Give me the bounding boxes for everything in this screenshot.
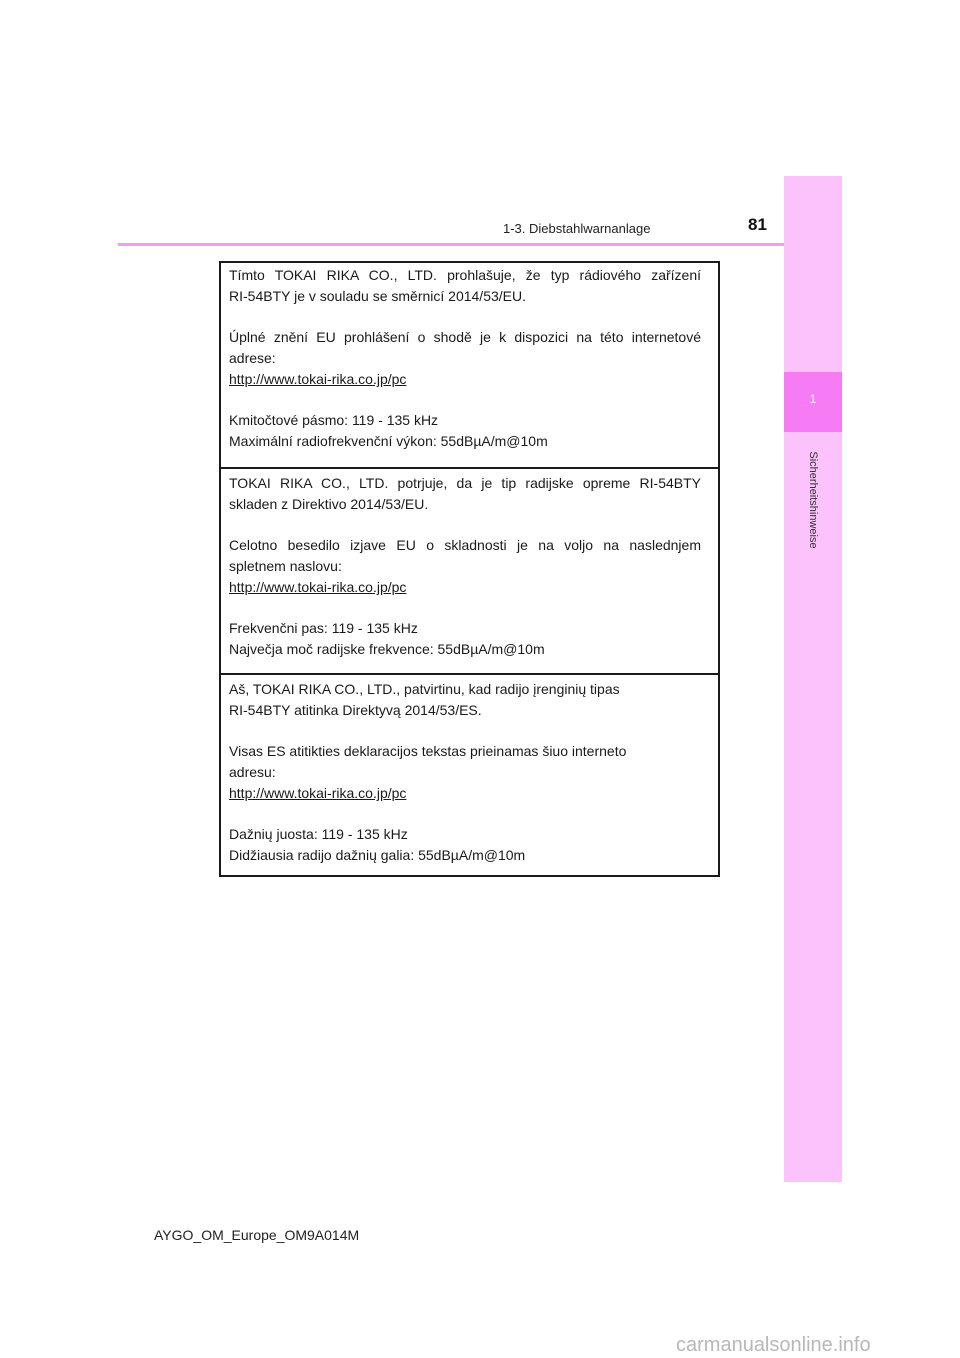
notice-text: spletnem naslovu: bbox=[229, 558, 342, 574]
notice-frequency: Frekvenčni pas: 119 - 135 kHz bbox=[229, 620, 418, 636]
notice-text: Visas ES atitikties deklaracijos tekstas prieinamas šiuo interneto bbox=[229, 743, 627, 759]
notice-text: RI-54BTY atitinka Direktyvą 2014/53/ES. bbox=[229, 702, 482, 718]
notice-text: skladen z Direktivo 2014/53/EU. bbox=[229, 496, 429, 512]
notice-url-link[interactable]: http://www.tokai-rika.co.jp/pc bbox=[229, 785, 407, 801]
header-rule bbox=[118, 243, 842, 246]
notice-section-lithuanian bbox=[221, 675, 718, 877]
notice-text: Tímto TOKAI RIKA CO., LTD. prohlašuje, že typ rádiového zařízení bbox=[229, 267, 701, 283]
notice-url-link[interactable]: http://www.tokai-rika.co.jp/pc bbox=[229, 579, 407, 595]
notice-text: Úplné znění EU prohlášení o shodě je k dispozici na této internetové bbox=[229, 329, 701, 345]
side-tab-label: Sicherheitshinweise bbox=[807, 451, 819, 549]
page-number: 81 bbox=[748, 215, 767, 234]
notice-power: Maximální radiofrekvenční výkon: 55dBµA/m@10m bbox=[229, 433, 548, 449]
watermark: carmanualsonline.info bbox=[676, 1334, 871, 1356]
page-header-section: 1-3. Diebstahlwarnanlage bbox=[503, 221, 651, 236]
notice-frequency: Dažnių juosta: 119 - 135 kHz bbox=[229, 826, 408, 842]
notice-text: TOKAI RIKA CO., LTD. potrjuje, da je tip radijske opreme RI-54BTY bbox=[229, 475, 701, 491]
notice-power: Didžiausia radijo dažnių galia: 55dBµA/m@10m bbox=[229, 847, 526, 863]
notice-frequency: Kmitočtové pásmo: 119 - 135 kHz bbox=[229, 412, 439, 428]
notice-text: RI-54BTY je v souladu se směrnicí 2014/53/EU. bbox=[229, 288, 527, 304]
notice-text: Celotno besedilo izjave EU o skladnosti je na voljo na naslednjem bbox=[229, 537, 701, 553]
notice-url-link[interactable]: http://www.tokai-rika.co.jp/pc bbox=[229, 371, 407, 387]
notice-text: adrese: bbox=[229, 350, 276, 366]
notice-section-slovenian bbox=[221, 469, 718, 675]
notice-power: Največja moč radijske frekvence: 55dBµA/m@10m bbox=[229, 641, 545, 657]
notice-section-czech bbox=[221, 263, 718, 469]
notice-text: Aš, TOKAI RIKA CO., LTD., patvirtinu, kad radijo įrenginių tipas bbox=[229, 681, 620, 697]
notice-text: adresu: bbox=[229, 764, 276, 780]
side-tab bbox=[784, 176, 842, 1182]
footer-document-code: AYGO_OM_Europe_OM9A014M bbox=[154, 1227, 360, 1243]
side-tab-number: 1 bbox=[809, 392, 817, 406]
notice-box bbox=[219, 261, 720, 877]
